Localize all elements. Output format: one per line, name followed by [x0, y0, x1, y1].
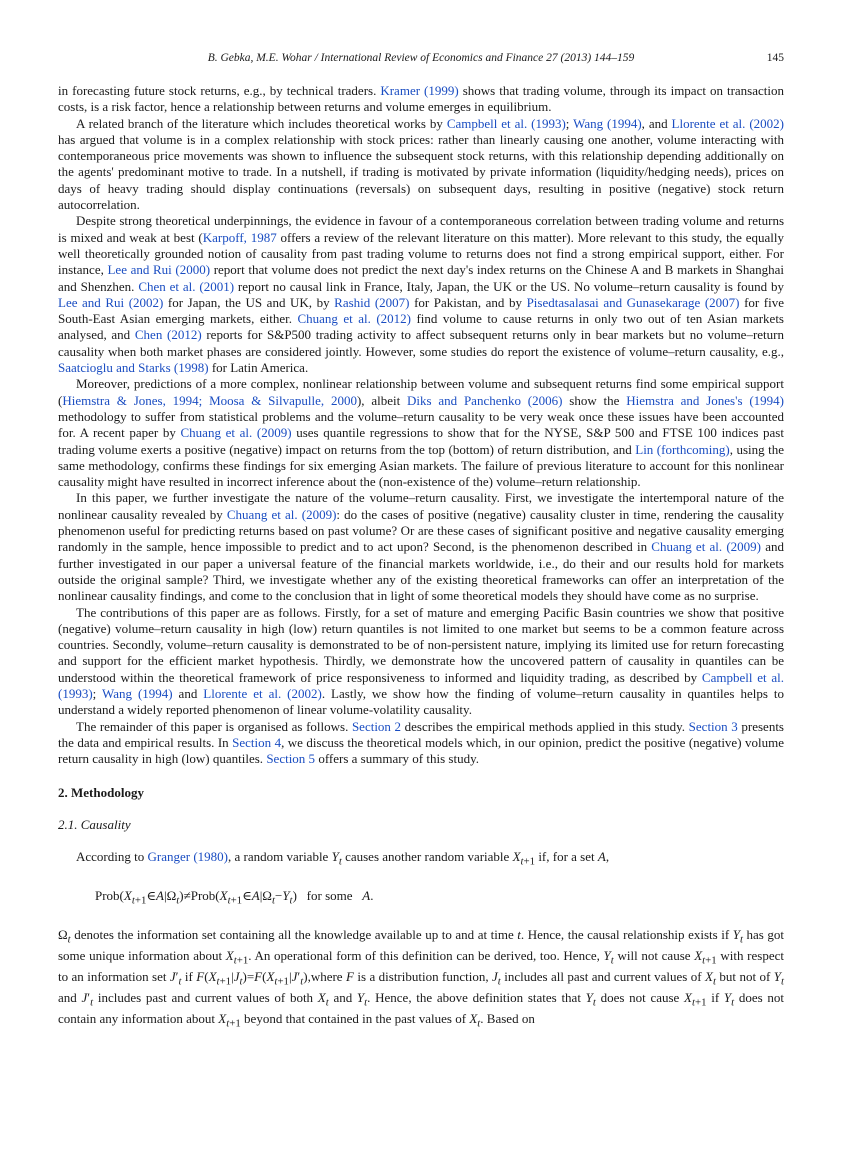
- ref-kramer-1999[interactable]: Kramer (1999): [380, 83, 459, 98]
- paragraph-3: Despite strong theoretical underpinnings, the evidence in favour of a contemporaneous correlation between trading volume and returns is mixed and weak at best (Karpoff, 1987 offers a review of the relevant literature on this matter). More relevant to this study, the equally well theoretically grounded notion of causality from past trading volume to returns does not find a strong empirical support, either. For instance, Lee and Rui (2000) report that volume does not predict the next day's index returns on the Chinese A and B markets in Shanghai and Shenzhen. Chen et al. (2001) report no causal link in France, Italy, Japan, the UK or the US. No volume–return causality is found by Lee and Rui (2002) for Japan, the US and UK, by Rashid (2007) for Pakistan, and by Pisedtasalasai and Gunasekarage (2007) for five South-East Asian emerging markets, either. Chuang et al. (2012) find volume to cause returns in only two out of ten Asian markets analysed, and Chen (2012) reports for S&P500 trading activity to affect subsequent returns only in bear markets but no volume–return causality when both market phases are considered jointly. However, some studies do report the existence of volume–return causality, e.g., Saatcioglu and Starks (1998) for Latin America.: [58, 213, 785, 376]
- ref-campbell-1993[interactable]: Campbell et al. (1993): [446, 115, 566, 131]
- paragraph-granger: According to Granger (1980), a random variable $Y_t$ causes another random variable $X_{t+1}$ if, for a set A,: [76, 849, 610, 869]
- paragraph-1: in forecasting future stock returns, e.g., by technical traders. Kramer (1999) shows that trading volume, through its impact on transaction costs, is a risk factor, hence a relationship between returns and volume emerges in equilibrium.: [58, 83, 785, 115]
- running-head: [58, 52, 784, 64]
- paragraph-7: The remainder of this paper is organised as follows. Section 2 describes the empirical methods applied in this study. Section 3 presents the data and empirical results. In Section 4, we discuss the theoretical models which, in our opinion, predict the positive (negative) volume return causality in high (low) quantiles. Section 5 offers a summary of this study.: [58, 718, 784, 767]
- paragraph-2: A related branch of the literature which includes theoretical works by Campbell et al. (1993); Wang (1994), and Llorente et al. (2002) has argued that volume is in a complex relationship with stock prices: rather than linearly causing one another, volume interacting with contemporaneous price movements was shown to influence the subsequent stock returns, with this relationship depending additionally on the agents' predominant motive to trade. In a nutshell, if trading is motivated by private information (liquidity/hedging needs), prices on days of heavy trading should display continuations (reversals) on subsequent days, resulting in positive (negative) stock return autocorrelation.: [58, 115, 784, 213]
- granger-equation: $Prob(X_{t+1}\in A|\Omega_t)\ne Prob(X_{t+1}\in A|\Omega_t-Y_t)$ for some A.: [95, 888, 374, 907]
- ref-karpoff-1987[interactable]: Karpoff, 1987: [202, 229, 277, 245]
- ref-hiemstra-jones-1994[interactable]: Hiemstra and Jones's (1994): [626, 392, 784, 408]
- equation-suffix: for some: [306, 888, 353, 904]
- paragraph-4: Moreover, predictions of a more complex, nonlinear relationship between volume and subsequent returns find some empirical support (Hiemstra & Jones, 1994; Moosa & Silvapulle, 2000), albeit Diks and Panchenko (2006) show the Hiemstra and Jones's (1994) methodology to suffer from statistical problems and the volume–return causality to be very weak once these issues have been accounted for. A recent paper by Chuang et al. (2009) uses quantile regressions to show that for the NYSE, S&P 500 and FTSE 100 indices past trading volume exerts a positive (negative) impact on returns from the top (bottom) of return distribution, and Lin (forthcoming), using the same methodology, confirms these findings for six emerging Asian markets. The failure of previous literature to account for this nonlinear causality might have resulted in incorrect inference about the (non-existence of the) volume–return relationship.: [58, 376, 784, 490]
- ref-chuang-2009-b[interactable]: Chuang et al. (2009): [651, 539, 762, 555]
- ref-campbell-1993-b[interactable]: Campbell et al. (1993): [58, 669, 784, 701]
- paragraph-definition: $\Omega_t$ denotes the information set containing all the knowledge available up to and at time t. Hence, the causal relationship exists if $Y_t$ has got some unique information about $X_{t+1}$. An operational form of this definition can be derived, too. Hence, $Y_t$ will not cause $X_{t+1}$ with respect to an information set $J'_t$ if $F(X_{t+1}|J_t)=F(X_{t+1}|J'_t),where$ F is a distribution function, $J_t$ includes all past and current values of $X_t$ but not of $Y_t$ and $J'_t$ includes past and current values of both $X_t$ and $Y_t$. Hence, the above definition states that $Y_t$ does not cause $X_{t+1}$ if $Y_t$ does not contain any information about $X_{t+1}$ beyond that contained in the past values of $X_t$. Based on: [58, 926, 785, 1030]
- running-head-text: B. Gebka, M.E. Wohar / International Review of Economics and Finance 27 (2013) 144–159: [207, 52, 635, 64]
- page-number: 145: [766, 52, 784, 64]
- ref-chuang-2009-a[interactable]: Chuang et al. (2009): [226, 506, 337, 522]
- ref-llorente-2002-b[interactable]: Llorente et al. (2002): [203, 685, 322, 701]
- ref-wang-1994-b[interactable]: Wang (1994): [102, 685, 173, 701]
- ref-chen-2001[interactable]: Chen et al. (2001): [138, 278, 235, 294]
- paragraph-5: In this paper, we further investigate the nature of the volume–return causality. First, we investigate the intertemporal nature of the nonlinear causality revealed by Chuang et al. (2009): do the cases of positive (negative) causality cluster in time, rendering the causality phenomenon useful for predicting returns based on past volume? Or are these cases of significant positive and negative causality emerging randomly in the sample, hence impossible to predict and to act upon? Second, is the phenomenon described in Chuang et al. (2009) and further investigated in our paper a universal feature of the financial markets worldwide, i.e., do their and our results hold for markets outside the original sample? Third, we investigate whether any of the existing theoretical frameworks can offer an interpretation of the nonlinear causality findings, and come to the conclusion that in light of some theoretical models they should have come as no surprise.: [58, 490, 785, 604]
- paragraph-6: The contributions of this paper are as follows. Firstly, for a set of mature and emerging Pacific Basin countries we show that positive (negative) volume–return causality in high (low) return quantiles is not limited to one market but seems to be a common feature across countries. Secondly, volume–return causality is demonstrated to be of non-persistent nature, implying its limited use for return forecasting and support for the efficient market hypothesis. Thirdly, we demonstrate how the uncovered pattern of causality in quantiles can be understood within the theoretical framework of price responsiveness to informed and liquidity trading, as described by Campbell et al. (1993); Wang (1994) and Llorente et al. (2002). Lastly, we show how the finding of volume–return causality in quantiles helps to understand a widely reported phenomenon of linear volume-volatility causality.: [58, 604, 784, 718]
- link-section-4[interactable]: Section 4: [232, 734, 282, 750]
- ref-lin-forthcoming[interactable]: Lin (forthcoming): [635, 441, 730, 457]
- ref-granger-1980[interactable]: Granger (1980): [147, 849, 228, 865]
- ref-rashid-2007[interactable]: Rashid (2007): [334, 294, 410, 310]
- article-body: [58, 83, 784, 1031]
- ref-llorente-2002[interactable]: Llorente et al. (2002): [671, 115, 784, 131]
- link-section-3[interactable]: Section 3: [688, 718, 738, 734]
- ref-lee-rui-2000[interactable]: Lee and Rui (2000): [107, 262, 211, 278]
- ref-wang-1994[interactable]: Wang (1994): [573, 115, 642, 131]
- subsection-heading-causality: 2.1. Causality: [58, 817, 131, 833]
- ref-chuang-2012[interactable]: Chuang et al. (2012): [297, 311, 411, 327]
- ref-saatcioglu-1998[interactable]: Saatcioglu and Starks (1998): [58, 360, 209, 376]
- ref-pisedtasalasai-2007[interactable]: Pisedtasalasai and Gunasekarage (2007): [526, 294, 740, 310]
- ref-hiemstra-moosa[interactable]: Hiemstra & Jones, 1994; Moosa & Silvapulle, 2000: [62, 392, 357, 408]
- section-heading-methodology: 2. Methodology: [58, 785, 144, 801]
- ref-chen-2012[interactable]: Chen (2012): [134, 327, 202, 343]
- ref-lee-rui-2002[interactable]: Lee and Rui (2002): [58, 294, 164, 310]
- link-section-5[interactable]: Section 5: [266, 751, 316, 767]
- link-section-2[interactable]: Section 2: [351, 718, 402, 734]
- ref-chuang-2009[interactable]: Chuang et al. (2009): [180, 425, 292, 441]
- ref-diks-2006[interactable]: Diks and Panchenko (2006): [407, 392, 563, 408]
